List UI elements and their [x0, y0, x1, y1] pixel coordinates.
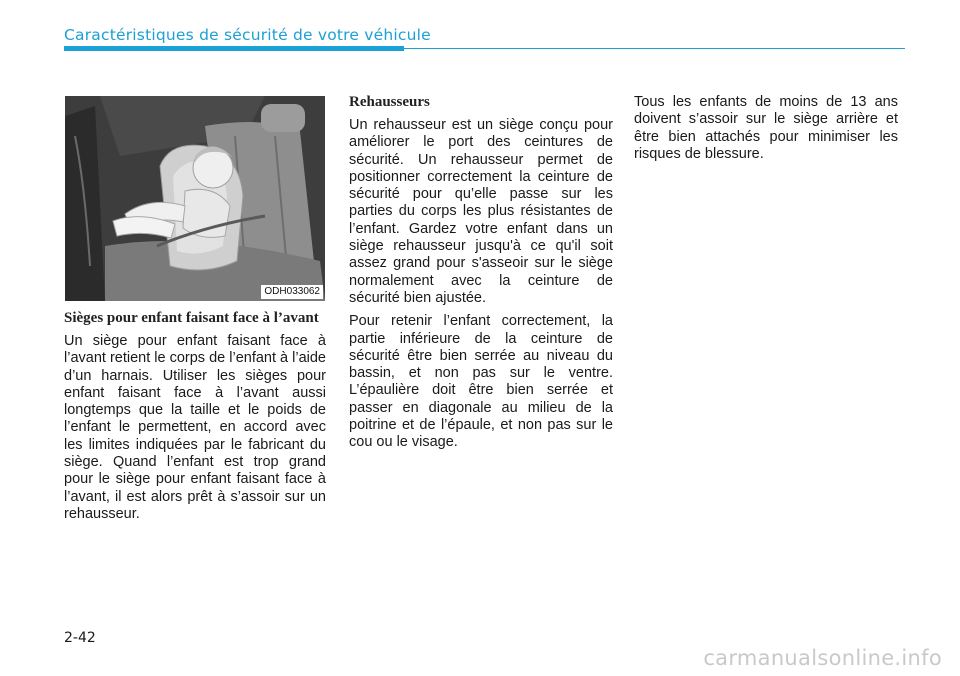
watermark: carmanualsonline.info	[703, 646, 942, 670]
header-accent-bar	[64, 46, 404, 51]
column-middle	[349, 94, 613, 452]
paragraph-booster-2: Pour retenir l’enfant correctement, la partie inférieure de la ceinture de sécurité être bien serrée au niveau du bassin, et non pas sur le ventre. L’épaulière doit être bien serrée et passer en diagonale au milieu de la poitrine et de l’épaule, et non pas sur le cou ou le visage.	[349, 313, 613, 451]
section-title: Caractéristiques de sécurité de votre véhicule	[64, 26, 431, 44]
column-right	[634, 94, 898, 163]
heading-booster-seats: Rehausseurs	[349, 94, 430, 110]
child-seat-illustration	[65, 96, 325, 301]
header-rule	[404, 48, 905, 49]
paragraph-under-13: Tous les enfants de moins de 13 ans doivent s’assoir sur le siège arrière et être bien attachés pour minimiser les risques de blessure.	[634, 94, 898, 162]
car-interior-drawing	[65, 96, 325, 301]
heading-forward-facing-seats: Sièges pour enfant faisant face à l’avant	[64, 310, 319, 326]
column-left	[64, 310, 326, 523]
paragraph-forward-facing: Un siège pour enfant faisant face à l’avant retient le corps de l’enfant à l’aide d’un harnais. Utiliser les sièges pour enfant faisant face à l’avant aussi longtemps que la taille et le poids de l’enfant le permettent, en accord avec les limites indiquées par le fabricant du siège. Quand l’enfant est trop grand pour le siège pour enfant faisant face à l’avant, il est alors prêt à s’assoir sur un rehausseur.	[64, 333, 326, 522]
figure-code: ODH033062	[261, 285, 323, 299]
page-number: 2-42	[64, 630, 96, 646]
paragraph-booster-1: Un rehausseur est un siège conçu pour améliorer le port des ceintures de sécurité. Un rehausseur permet de positionner correctement la ceinture de sécurité pour qu’elle passe sur les parties du corps les plus résistantes de l’enfant. Gardez votre enfant dans un siège rehausseur jusqu'à ce qu'il soit assez grand pour s'asseoir sur le siège normalement avec la ceinture de sécurité bien ajustée.	[349, 117, 613, 306]
